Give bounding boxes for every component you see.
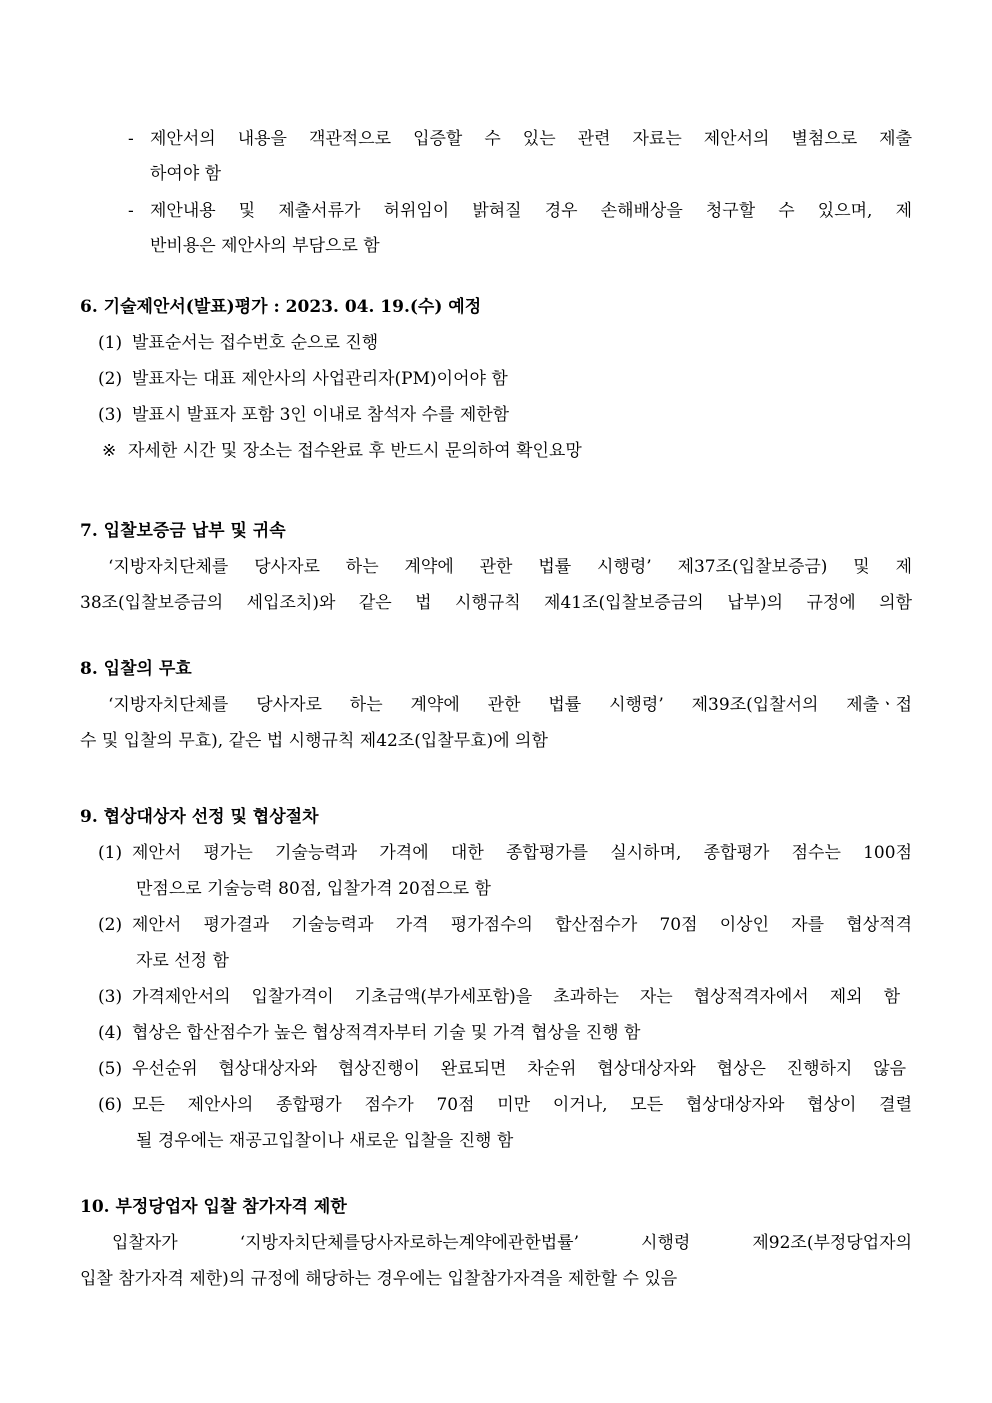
item-text: 제안서 평가는 기술능력과 가격에 대한 종합평가를 실시하며, 종합평가 점수는 100점 xyxy=(132,843,912,863)
section-9-item-6-line2: 될 경우에는 재공고입찰이나 새로운 입찰을 진행 함 xyxy=(136,1131,514,1151)
section-9-item-4 xyxy=(98,1022,640,1044)
item-number: (2) xyxy=(98,915,123,935)
item-text: 가격제안서의 입찰가격이 기초금액(부가세포함)을 초과하는 자는 협상적격자에서 제외 함 xyxy=(132,987,900,1007)
reference-mark-icon: ※ xyxy=(102,441,117,461)
section-10-line2: 입찰 참가자격 제한)의 규정에 해당하는 경우에는 입찰참가자격을 제한할 수 있음 xyxy=(80,1269,678,1289)
section-10-heading: 10. 부정당업자 입찰 참가자격 제한 xyxy=(80,1197,347,1217)
section-6-item-2 xyxy=(98,368,508,390)
section-9-item-2-line2: 자로 선정 함 xyxy=(136,951,229,971)
dash-bullet: - xyxy=(128,201,134,221)
item-number: (3) xyxy=(98,987,123,1007)
item-number: (1) xyxy=(98,843,123,863)
section-9-item-5 xyxy=(98,1058,906,1080)
note-text: 자세한 시간 및 장소는 접수완료 후 반드시 문의하여 확인요망 xyxy=(128,441,582,461)
section-9-item-1 xyxy=(98,842,912,864)
section-9-heading: 9. 협상대상자 선정 및 협상절차 xyxy=(80,807,319,827)
intro-item-2-line2: 반비용은 제안사의 부담으로 함 xyxy=(150,236,380,256)
section-9-item-2 xyxy=(98,914,912,936)
item-text: 우선순위 협상대상자와 협상진행이 완료되면 차순위 협상대상자와 협상은 진행하지 않음 xyxy=(132,1059,906,1079)
section-6-note xyxy=(102,440,582,462)
section-6-heading: 6. 기술제안서(발표)평가 : 2023. 04. 19.(수) 예정 xyxy=(80,297,482,317)
section-9-item-6 xyxy=(98,1094,912,1116)
item-text: 모든 제안사의 종합평가 점수가 70점 미만 이거나, 모든 협상대상자와 협상이 결렬 xyxy=(132,1095,912,1115)
section-7-line1: ‘지방자치단체를 당사자로 하는 계약에 관한 법률 시행령’ 제37조(입찰보증금) 및 제 xyxy=(108,557,912,577)
dash-bullet: - xyxy=(128,129,134,149)
intro-item-1-line1: 제안서의 내용을 객관적으로 입증할 수 있는 관련 자료는 제안서의 별첨으로 제출 xyxy=(150,129,912,149)
section-8-line2: 수 및 입찰의 무효), 같은 법 시행규칙 제42조(입찰무효)에 의함 xyxy=(80,731,548,751)
item-text: 발표순서는 접수번호 순으로 진행 xyxy=(132,333,379,353)
item-number: (4) xyxy=(98,1023,123,1043)
item-text: 발표자는 대표 제안사의 사업관리자(PM)이어야 함 xyxy=(132,369,508,389)
item-number: (5) xyxy=(98,1059,123,1079)
section-6-item-1 xyxy=(98,332,378,354)
section-9-item-1-line2: 만점으로 기술능력 80점, 입찰가격 20점으로 함 xyxy=(136,879,491,899)
section-7-line2: 38조(입찰보증금의 세입조치)와 같은 법 시행규칙 제41조(입찰보증금의 납부)의 규정에 의함 xyxy=(80,593,912,613)
section-6-item-3 xyxy=(98,404,509,426)
item-number: (6) xyxy=(98,1095,123,1115)
item-text: 제안서 평가결과 기술능력과 가격 평가점수의 합산점수가 70점 이상인 자를 협상적격 xyxy=(132,915,912,935)
item-number: (2) xyxy=(98,369,123,389)
section-8-line1: ‘지방자치단체를 당사자로 하는 계약에 관한 법률 시행령’ 제39조(입찰서의 제출ㆍ접 xyxy=(108,695,912,715)
item-number: (3) xyxy=(98,405,123,425)
section-10-line1: 입찰자가 ‘지방자치단체를당사자로하는계약에관한법률’ 시행령 제92조(부정당업자의 xyxy=(112,1233,912,1253)
section-7-heading: 7. 입찰보증금 납부 및 귀속 xyxy=(80,521,286,541)
section-9-item-3 xyxy=(98,986,900,1008)
item-text: 발표시 발표자 포함 3인 이내로 참석자 수를 제한함 xyxy=(132,405,510,425)
item-number: (1) xyxy=(98,333,123,353)
intro-item-2-line1: 제안내용 및 제출서류가 허위임이 밝혀질 경우 손해배상을 청구할 수 있으며, 제 xyxy=(150,201,912,221)
item-text: 협상은 합산점수가 높은 협상적격자부터 기술 및 가격 협상을 진행 함 xyxy=(132,1023,641,1043)
intro-item-1-line2: 하여야 함 xyxy=(150,164,222,184)
intro-item-2 xyxy=(128,200,912,222)
section-8-heading: 8. 입찰의 무효 xyxy=(80,659,192,679)
intro-item-1 xyxy=(128,128,912,150)
